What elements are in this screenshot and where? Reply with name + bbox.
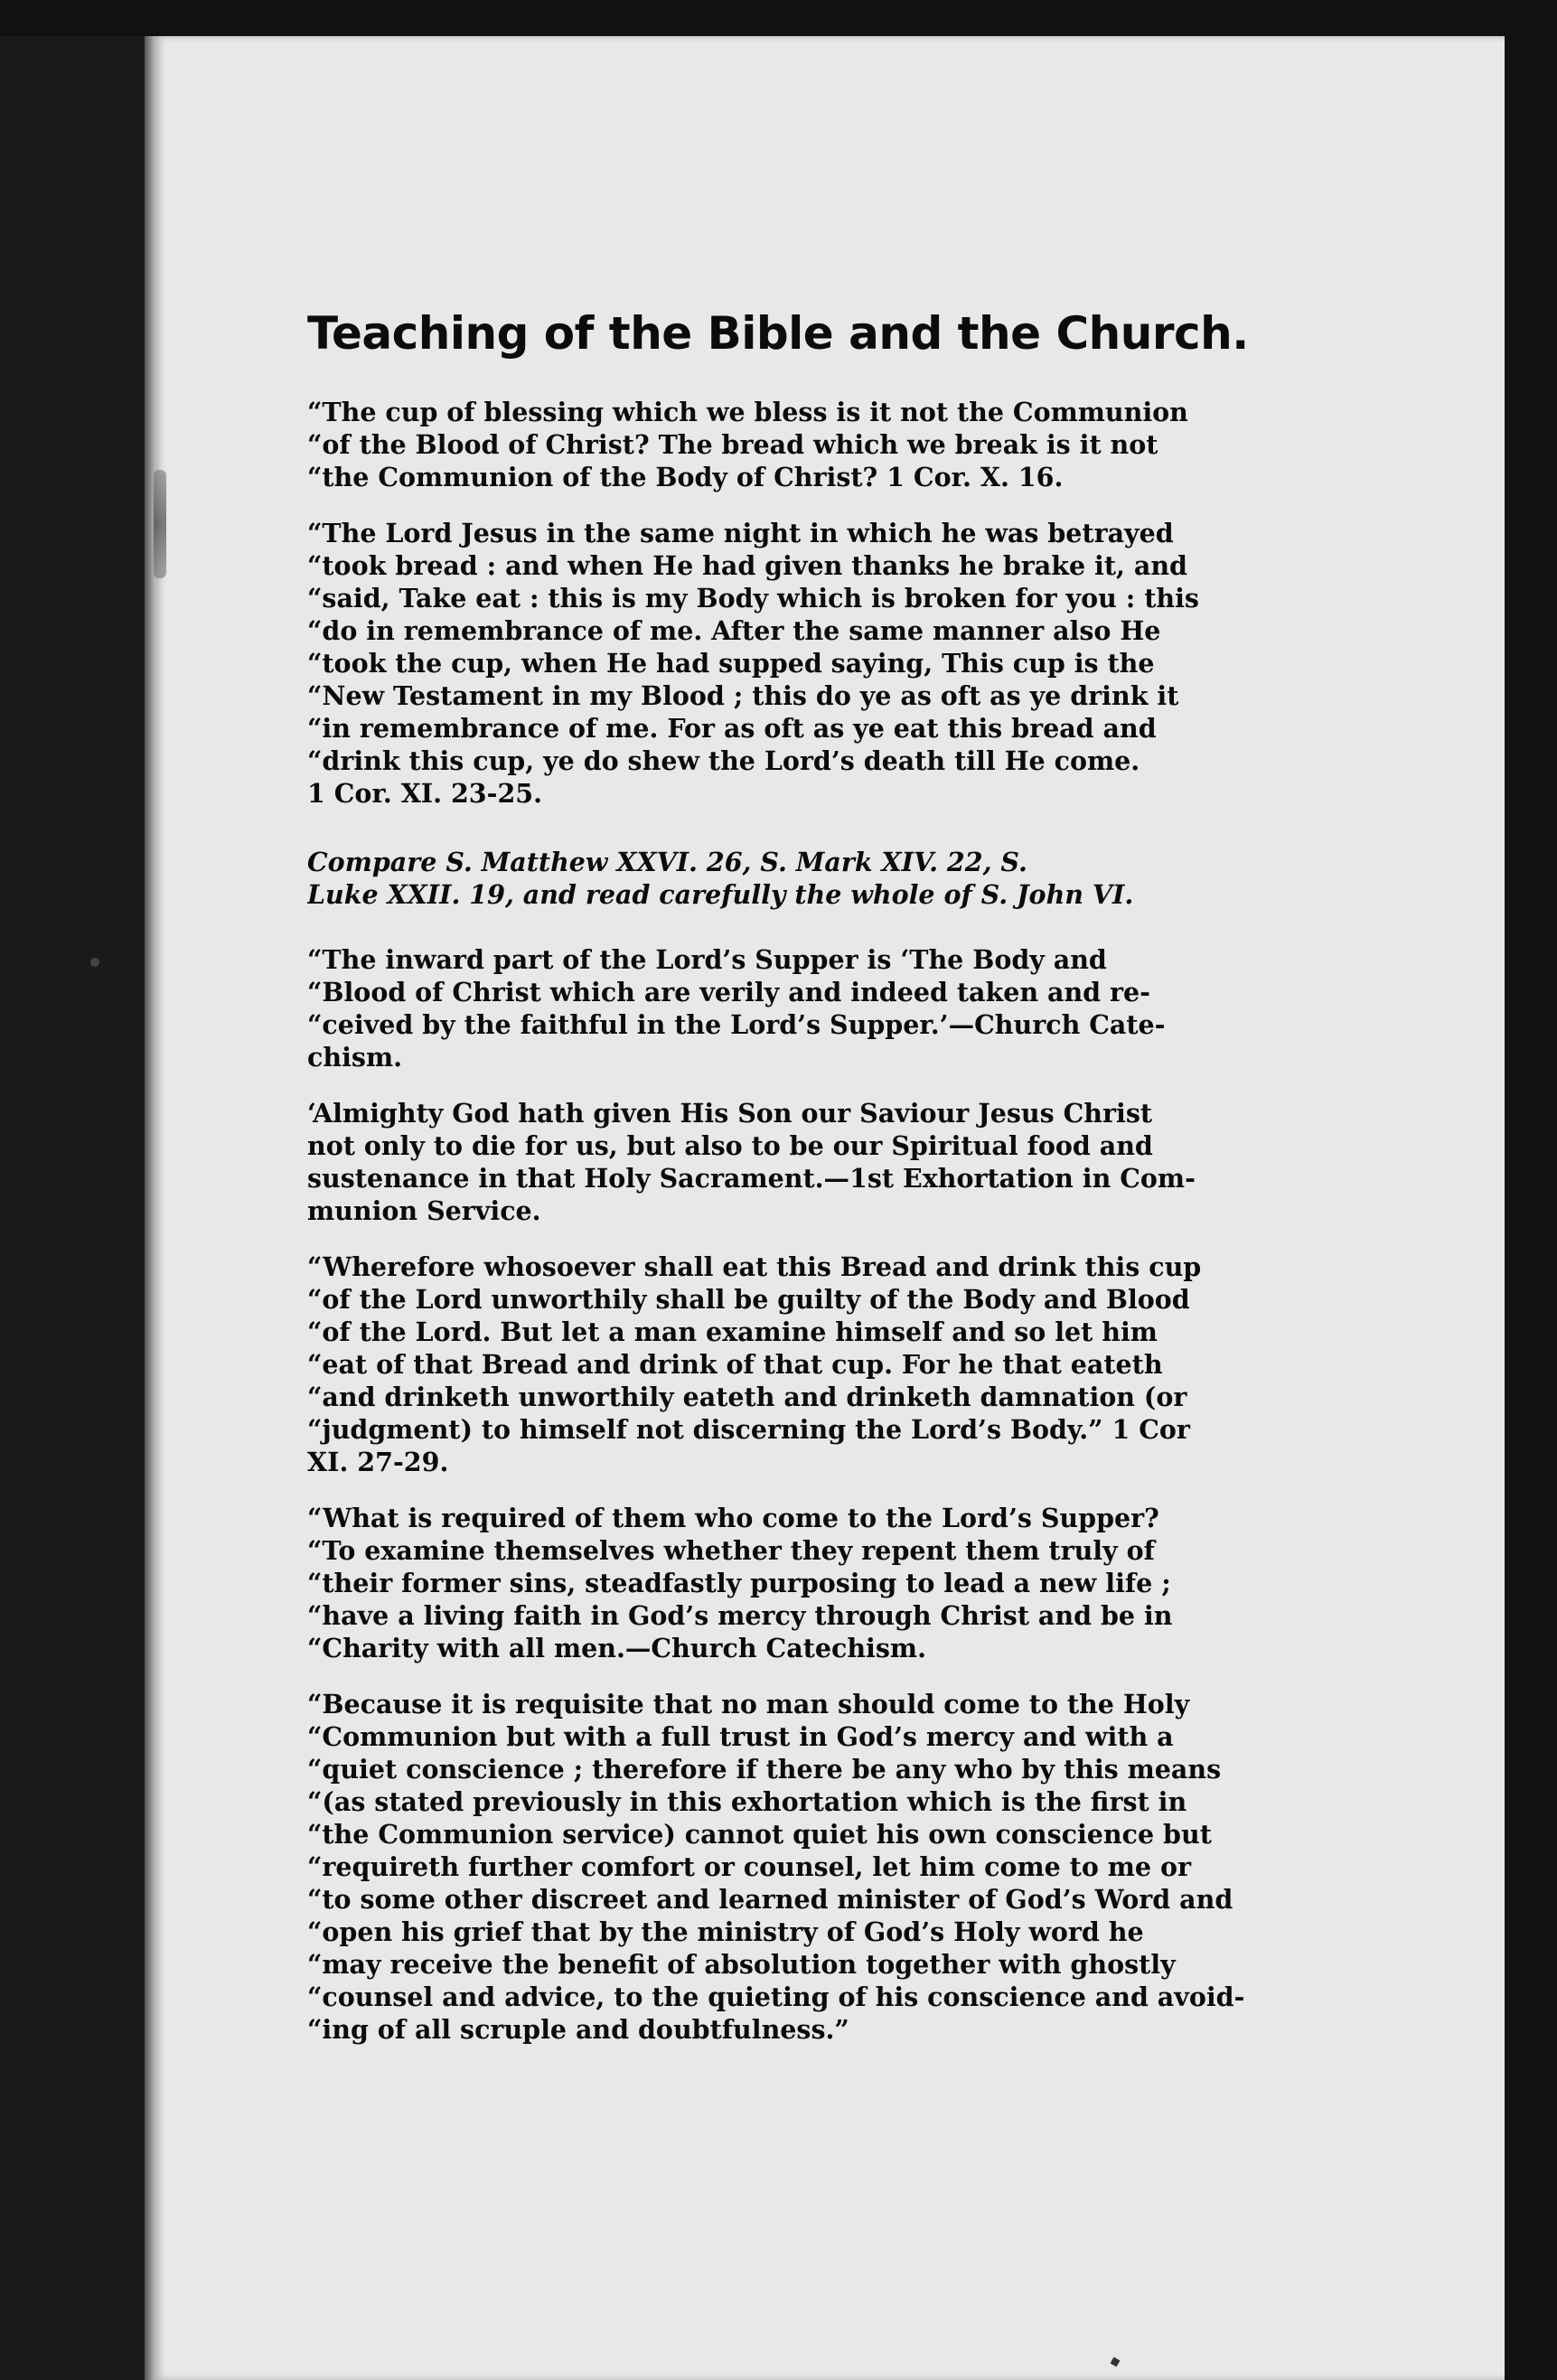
text-line: “counsel and advice, to the quieting of his conscience and avoid- bbox=[307, 1982, 1245, 2012]
text-line: “(as stated previously in this exhortation which is the first in bbox=[307, 1786, 1187, 1817]
text-line: “of the Lord. But let a man examine himself and so let him bbox=[307, 1316, 1158, 1347]
page-title: Teaching of the Bible and the Church. bbox=[307, 307, 1249, 360]
paragraph-7 bbox=[307, 1502, 1319, 1664]
paragraph-5 bbox=[307, 1097, 1319, 1227]
text-line: “Charity with all men.—Church Catechism. bbox=[307, 1633, 927, 1663]
text-line: “judgment) to himself not discerning the Lord’s Body.” 1 Cor bbox=[307, 1414, 1190, 1445]
text-line: “ing of all scruple and doubtfulness.” bbox=[307, 2014, 849, 2045]
text-line: “Communion but with a full trust in God’s mercy and with a bbox=[307, 1721, 1174, 1752]
scan-right-border bbox=[1505, 36, 1557, 2380]
page-content bbox=[307, 307, 1319, 2069]
text-line: “the Communion of the Body of Christ? 1 Cor. X. 16. bbox=[307, 462, 1064, 492]
text-line: 1 Cor. XI. 23-25. bbox=[307, 778, 543, 809]
text-line: “do in remembrance of me. After the same manner also He bbox=[307, 615, 1161, 646]
text-line: “took the cup, when He had supped saying, This cup is the bbox=[307, 648, 1155, 679]
margin-dot bbox=[90, 958, 99, 967]
text-line: “the Communion service) cannot quiet his own conscience but bbox=[307, 1819, 1212, 1850]
text-line: “requireth further comfort or counsel, let him come to me or bbox=[307, 1851, 1191, 1882]
text-line: not only to die for us, but also to be our Spiritual food and bbox=[307, 1130, 1153, 1161]
text-line: “Wherefore whosoever shall eat this Bread and drink this cup bbox=[307, 1251, 1202, 1282]
scan-top-border bbox=[0, 0, 1557, 36]
text-line: “their former sins, steadfastly purposing to lead a new life ; bbox=[307, 1568, 1171, 1598]
text-line: “in remembrance of me. For as oft as ye eat this bread and bbox=[307, 713, 1157, 744]
text-line: “Blood of Christ which are verily and indeed taken and re- bbox=[307, 977, 1150, 1007]
text-line: “open his grief that by the ministry of God’s Holy word he bbox=[307, 1916, 1144, 1947]
text-line: “and drinketh unworthily eateth and drinketh damnation (or bbox=[307, 1382, 1187, 1412]
paragraph-6 bbox=[307, 1251, 1319, 1478]
paragraph-4 bbox=[307, 943, 1319, 1073]
text-line: “Because it is requisite that no man should come to the Holy bbox=[307, 1689, 1190, 1719]
text-line: “of the Blood of Christ? The bread which we break is it not bbox=[307, 429, 1158, 460]
text-line: Compare S. Matthew XXVI. 26, S. Mark XIV. 22, S. bbox=[307, 847, 1027, 877]
paragraph-2 bbox=[307, 517, 1319, 810]
text-line: “drink this cup, ye do shew the Lord’s death till He come. bbox=[307, 745, 1140, 776]
paragraph-1 bbox=[307, 396, 1319, 493]
text-line: “What is required of them who come to the Lord’s Supper? bbox=[307, 1503, 1159, 1533]
paragraph-compare bbox=[307, 846, 1319, 911]
text-line: sustenance in that Holy Sacrament.—1st Exhortation in Com- bbox=[307, 1163, 1196, 1194]
text-line: “quiet conscience ; therefore if there be any who by this means bbox=[307, 1754, 1222, 1785]
text-line: “of the Lord unworthily shall be guilty of the Body and Blood bbox=[307, 1284, 1190, 1315]
text-line: “The cup of blessing which we bless is it not the Communion bbox=[307, 397, 1188, 427]
text-line: munion Service. bbox=[307, 1195, 541, 1226]
text-line: “said, Take eat : this is my Body which is broken for you : this bbox=[307, 583, 1199, 614]
text-line: “The inward part of the Lord’s Supper is ‘The Body and bbox=[307, 944, 1107, 975]
text-line: “ceived by the faithful in the Lord’s Supper.’—Church Cate- bbox=[307, 1009, 1166, 1040]
text-line: “The Lord Jesus in the same night in which he was betrayed bbox=[307, 518, 1174, 548]
text-line: chism. bbox=[307, 1042, 403, 1073]
binding-mark bbox=[154, 470, 166, 578]
text-line: “New Testament in my Blood ; this do ye as oft as ye drink it bbox=[307, 680, 1179, 711]
text-line: “may receive the benefit of absolution together with ghostly bbox=[307, 1949, 1176, 1980]
text-line: XI. 27-29. bbox=[307, 1447, 449, 1477]
text-line: “eat of that Bread and drink of that cup. For he that eateth bbox=[307, 1349, 1163, 1380]
text-line: “have a living faith in God’s mercy through Christ and be in bbox=[307, 1600, 1173, 1631]
paragraph-8 bbox=[307, 1688, 1319, 2046]
text-line: Luke XXII. 19, and read carefully the whole of S. John VI. bbox=[307, 879, 1134, 910]
text-line: “to some other discreet and learned minister of God’s Word and bbox=[307, 1884, 1233, 1915]
text-line: “To examine themselves whether they repent them truly of bbox=[307, 1535, 1155, 1566]
text-line: ‘Almighty God hath given His Son our Saviour Jesus Christ bbox=[307, 1098, 1153, 1129]
text-line: “took bread : and when He had given thanks he brake it, and bbox=[307, 550, 1187, 581]
